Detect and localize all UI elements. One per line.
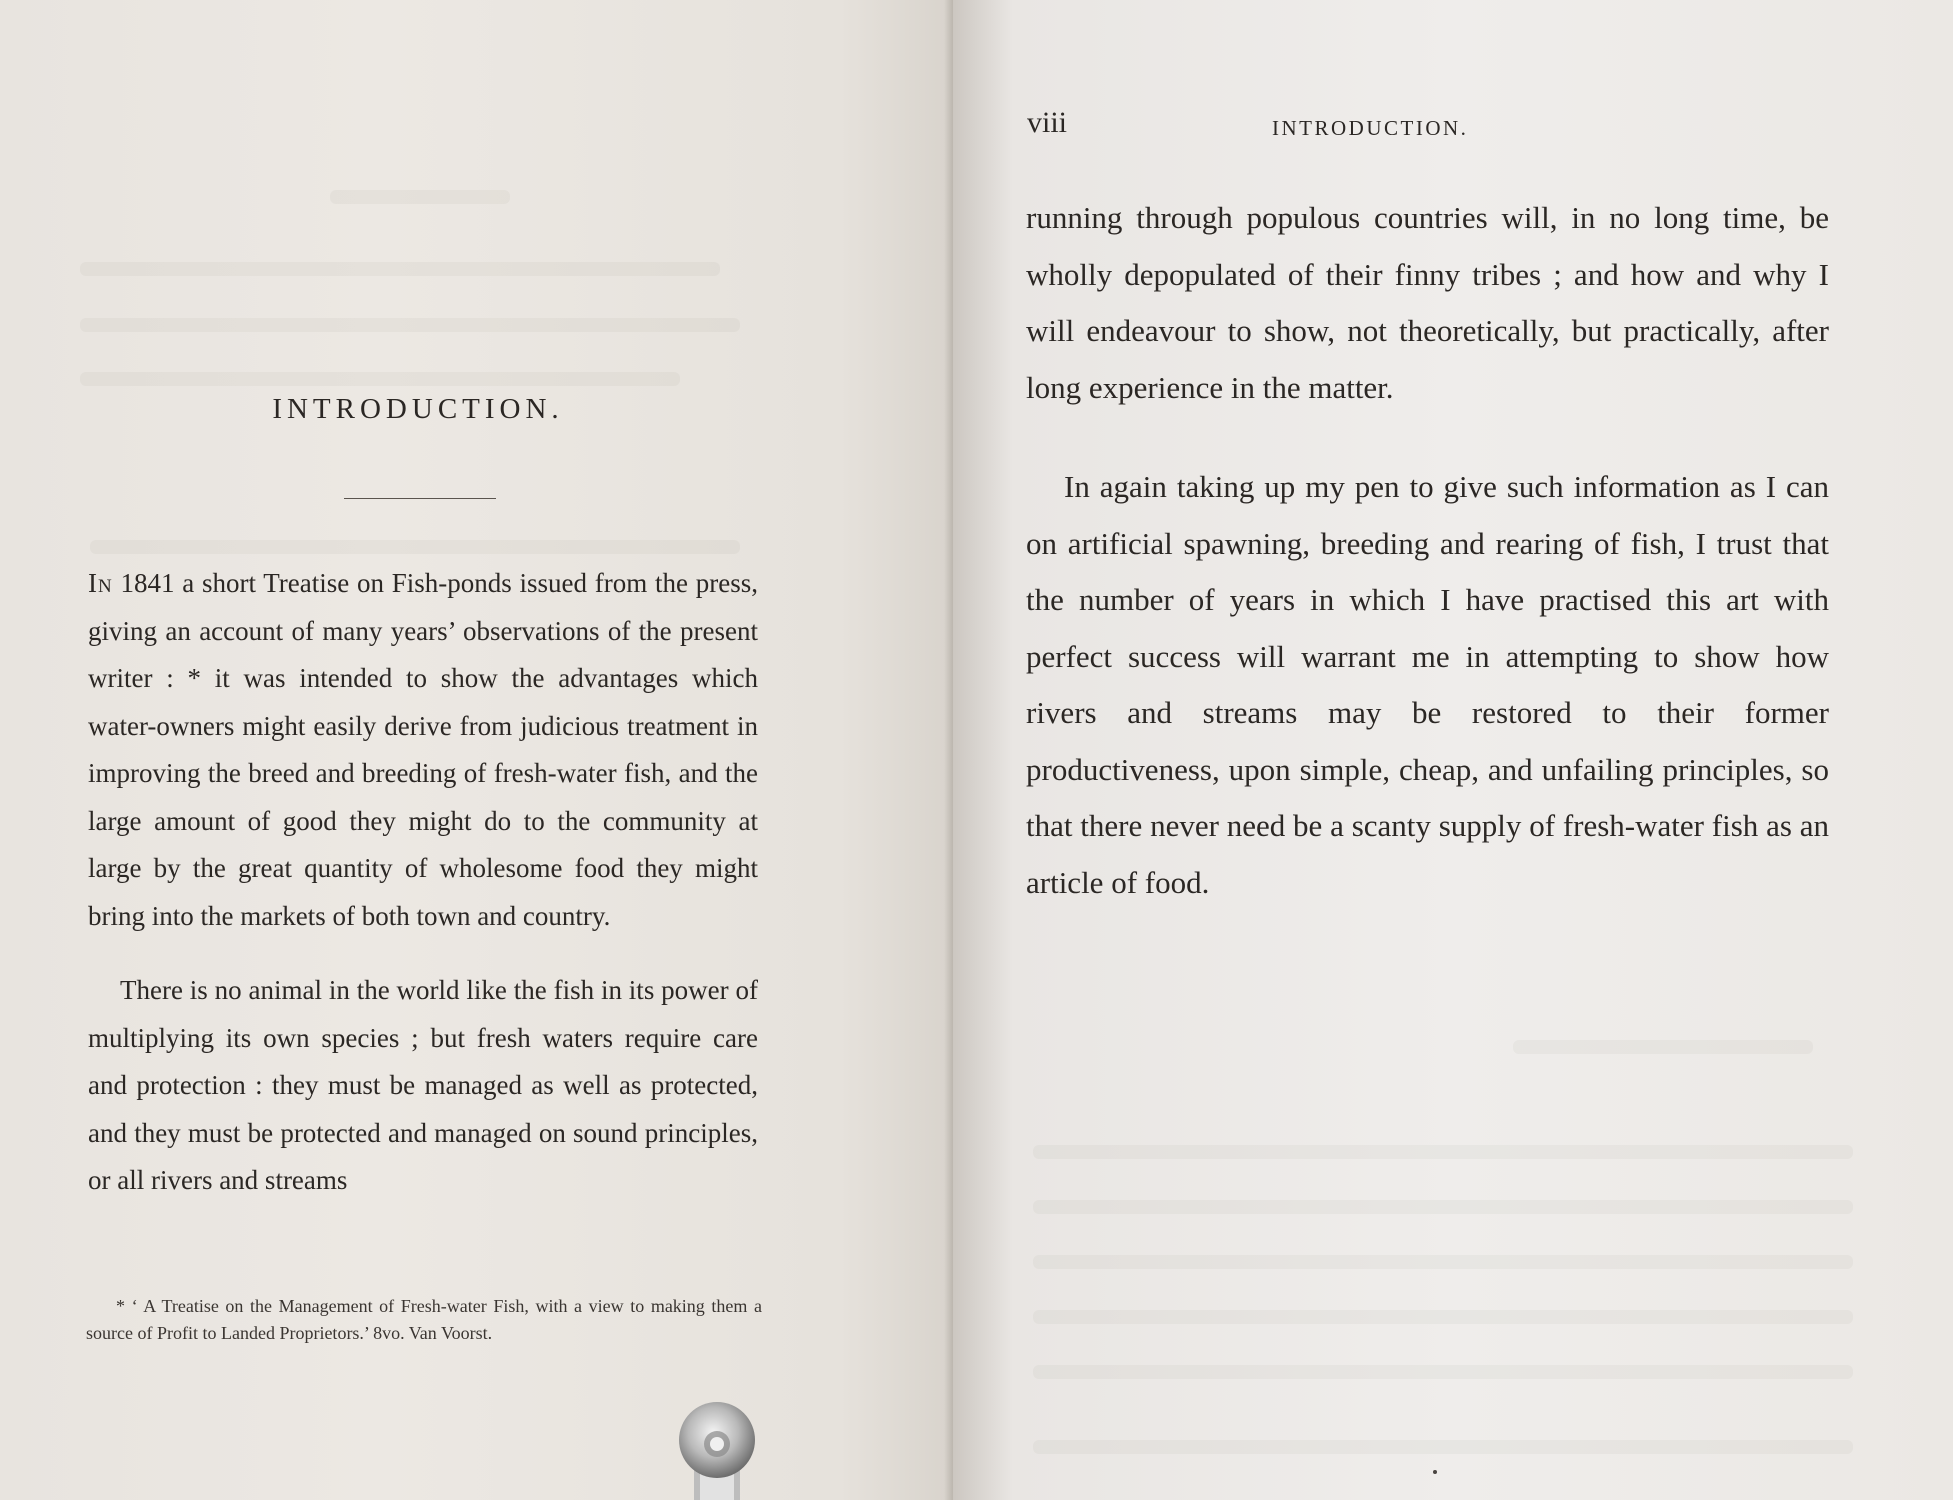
left-page [0, 0, 953, 1500]
left-paragraph-1 [88, 560, 758, 940]
right-paragraph-2: In again taking up my pen to give such information as I can on artificial spawning, breeding and rearing of fish, I trust that the number of years in which I have practised this art with perfect success will warrant me in attempting to show how rivers and streams may be restored to their former productiveness, upon simple, cheap, and unfailing principles, so that there never need be a scanty supply of fresh-water fish as an article of food. [1026, 469, 1829, 900]
left-body-text [88, 560, 758, 1205]
show-through-mark [1033, 1440, 1853, 1454]
show-through-mark [90, 540, 740, 554]
title-rule [344, 498, 496, 499]
show-through-mark [1033, 1310, 1853, 1324]
show-through-mark [1033, 1255, 1853, 1269]
right-paragraph-1: running through populous countries will, in no long time, be wholly depopulated of their finny tribes ; and how and why I will endeavour to show, not theoretically, but practically, after long experience in the matter. [1026, 200, 1829, 405]
right-page [953, 0, 1953, 1500]
show-through-mark [1033, 1365, 1853, 1379]
book-clip-icon [674, 1394, 760, 1500]
show-through-mark [80, 372, 680, 386]
left-paragraph-2: There is no animal in the world like the fish in its power of multiplying its own species ; but fresh waters require care and protection : they must be managed as well as protected, and they must be protected and managed on sound principles, or all rivers and streams [88, 975, 758, 1195]
show-through-mark [1513, 1040, 1813, 1054]
lead-word: In [88, 568, 113, 598]
show-through-mark [80, 318, 740, 332]
footnote [86, 1293, 762, 1347]
page-header [1027, 106, 1747, 146]
right-body-text [1026, 190, 1829, 911]
page-number: viii [1027, 106, 1068, 139]
show-through-mark [80, 262, 720, 276]
paper-speck [1433, 1470, 1437, 1474]
show-through-mark [1033, 1200, 1853, 1214]
footnote-text: * ‘ A Treatise on the Management of Fresh-water Fish, with a view to making them a source of Profit to Landed Proprietors.’ 8vo. Van Voorst. [86, 1296, 762, 1343]
show-through-mark [330, 190, 510, 204]
paragraph-text: 1841 a short Treatise on Fish-ponds issued from the press, giving an account of many years’ observations of the present writer : * it was intended to show the advantages which water-owners might easily derive from judicious treatment in improving the breed and breeding of fresh-water fish, and the large amount of good they might do to the community at large by the great quantity of wholesome food they might bring into the markets of both town and country. [88, 568, 758, 931]
running-head: INTRODUCTION. [1272, 116, 1469, 140]
show-through-mark [1033, 1145, 1853, 1159]
chapter-title: INTRODUCTION. [272, 393, 564, 425]
